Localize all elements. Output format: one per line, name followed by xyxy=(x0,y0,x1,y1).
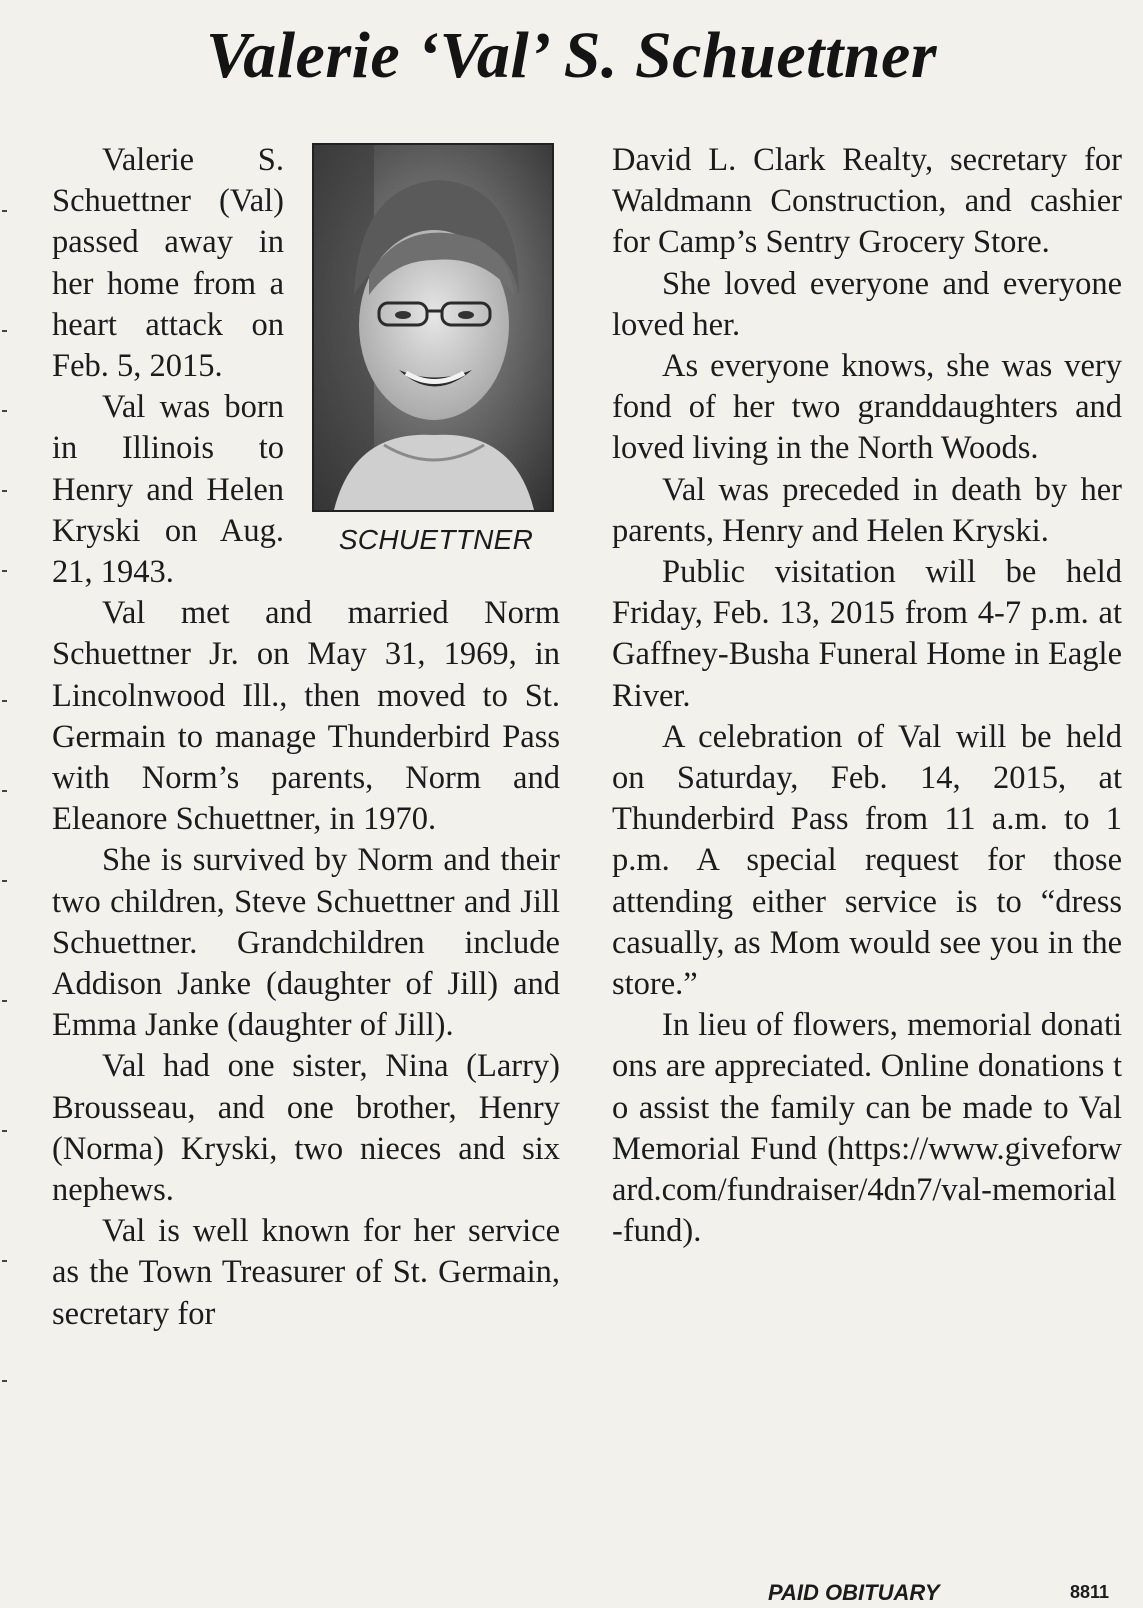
portrait-photo xyxy=(312,143,554,512)
paragraph: She loved everyone and everyone loved her. xyxy=(612,265,1122,343)
left-column xyxy=(52,140,560,1335)
portrait-caption: SCHUETTNER xyxy=(338,524,534,555)
paragraph: In lieu of flowers, memorial donations are appreciated. Online donations to assist the family can be made to Val Memorial Fund (https://www.giveforward.com/fundraiser/4dn7/val-memorial-fund). xyxy=(612,1007,1122,1250)
portrait-block xyxy=(312,143,560,560)
paragraph: She is survived by Norm and their two children, Steve Schuettner and Jill Schuettner. Grandchildren include Addison Janke (daughter of Jill) and Emma Janke (daughter of Jill). xyxy=(52,842,560,1044)
obituary-headline: Valerie ‘Val’ S. Schuettner xyxy=(205,19,938,92)
paragraph: Val had one sister, Nina (Larry) Brousseau, and one brother, Henry (Norma) Kryski, two nieces and six nephews. xyxy=(52,1048,560,1209)
paid-obituary-label: PAID OBITUARY xyxy=(768,1580,940,1605)
paragraph: Valerie S. Schuettner (Val) passed away in her home from a heart attack on Feb. 5, 2015. xyxy=(52,142,284,385)
adjacent-column-edge xyxy=(0,140,10,1440)
paragraph: Public visitation will be held Friday, Feb. 13, 2015 from 4-7 p.m. at Gaffney-Busha Funeral Home in Eagle River. xyxy=(612,554,1122,714)
paragraph: David L. Clark Realty, secretary for Waldmann Construction, and cashier for Camp’s Sentry Grocery Store. xyxy=(612,142,1122,261)
paragraph: As everyone knows, she was very fond of her two granddaughters and loved living in the North Woods. xyxy=(612,348,1122,467)
paragraph: Val was born in Illinois to Henry and Helen Kryski on Aug. 21, 1943. xyxy=(52,389,284,591)
paragraph: Val is well known for her service as the Town Treasurer of St. Germain, secretary for xyxy=(52,1213,560,1332)
portrait-image xyxy=(314,145,552,510)
right-column xyxy=(612,140,1122,1252)
paragraph: Val was preceded in death by her parents, Henry and Helen Kryski. xyxy=(612,471,1122,549)
paragraph: Val met and married Norm Schuettner Jr. on May 31, 1969, in Lincolnwood Ill., then moved to St. Germain to manage Thunderbird Pass with Norm’s parents, Norm and Eleanore Schuettner, in 1970. xyxy=(52,595,560,838)
ad-code: 8811 xyxy=(1070,1582,1110,1602)
paragraph: A celebration of Val will be held on Saturday, Feb. 14, 2015, at Thunderbird Pass from 11 a.m. to 1 p.m. A special request for those attending either service is to “dress casually, as Mom would see you in the store.” xyxy=(612,718,1122,1003)
